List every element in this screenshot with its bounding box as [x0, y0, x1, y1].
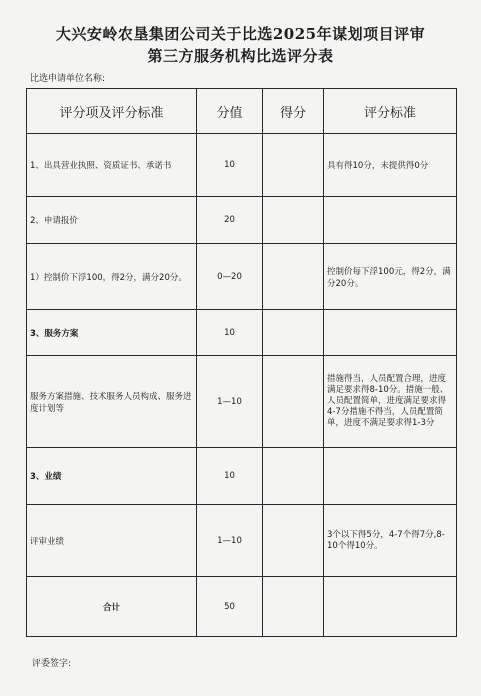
- row-item: 1、出具营业执照、资质证书、承诺书: [27, 134, 197, 197]
- row-criteria: [324, 310, 457, 356]
- row-obtained[interactable]: [263, 448, 324, 505]
- row-item: 3、服务方案: [27, 310, 197, 356]
- row-obtained[interactable]: [263, 197, 324, 244]
- row-criteria: [324, 577, 457, 637]
- document-title-line1: 大兴安岭农垦集团公司关于比选2025年谋划项目评审: [55, 25, 426, 43]
- row-score: 1—10: [197, 356, 263, 448]
- row-obtained[interactable]: [263, 356, 324, 448]
- row-item: 评审业绩: [27, 505, 197, 577]
- row-item: 2、申请报价: [27, 197, 197, 244]
- row-score: 20: [197, 197, 263, 244]
- row-item: 合计: [27, 577, 197, 637]
- row-item: 服务方案措施、技术服务人员构成、服务进度计划等: [27, 356, 197, 448]
- row-score: 0—20: [197, 244, 263, 310]
- table-row: [27, 448, 457, 505]
- row-obtained[interactable]: [263, 244, 324, 310]
- row-criteria: [324, 197, 457, 244]
- row-criteria: 3个以下得5分，4-7个得7分,8-10个得10分。: [324, 505, 457, 577]
- row-obtained[interactable]: [263, 505, 324, 577]
- row-score: 10: [197, 448, 263, 505]
- table-row: [27, 505, 457, 577]
- row-item: 3、业绩: [27, 448, 197, 505]
- header-score: 分值: [197, 89, 263, 134]
- row-score: 50: [197, 577, 263, 637]
- table-header-row: [27, 89, 457, 134]
- row-criteria: 具有得10分，未提供得0分: [324, 134, 457, 197]
- applicant-name-label: 比选申请单位名称:: [30, 74, 106, 84]
- row-criteria: 控制价每下浮100元，得2分，满分20分。: [324, 244, 457, 310]
- table-row: [27, 356, 457, 448]
- table-row-total: [27, 577, 457, 637]
- row-obtained[interactable]: [263, 577, 324, 637]
- header-item: 评分项及评分标准: [27, 89, 197, 134]
- row-score: 1—10: [197, 505, 263, 577]
- table-row: [27, 197, 457, 244]
- table-row: [27, 244, 457, 310]
- judge-signature-label: 评委签字:: [32, 659, 72, 669]
- table-row: [27, 134, 457, 197]
- row-criteria: [324, 448, 457, 505]
- scoring-table: [26, 88, 457, 637]
- row-obtained[interactable]: [263, 310, 324, 356]
- row-item: 1）控制价下浮100，得2分，满分20分。: [27, 244, 197, 310]
- row-score: 10: [197, 134, 263, 197]
- row-criteria: 措施得当，人员配置合理，进度满足要求得8-10分。措施一般、人员配置简单，进度满足要求得4-7分措施不得当，人员配置简单，进度不满足要求得1-3分: [324, 356, 457, 448]
- document-title-line2: 第三方服务机构比选评分表: [147, 47, 334, 65]
- row-obtained[interactable]: [263, 134, 324, 197]
- table-row: [27, 310, 457, 356]
- header-obtained: 得分: [263, 89, 324, 134]
- row-score: 10: [197, 310, 263, 356]
- header-criteria: 评分标准: [324, 89, 457, 134]
